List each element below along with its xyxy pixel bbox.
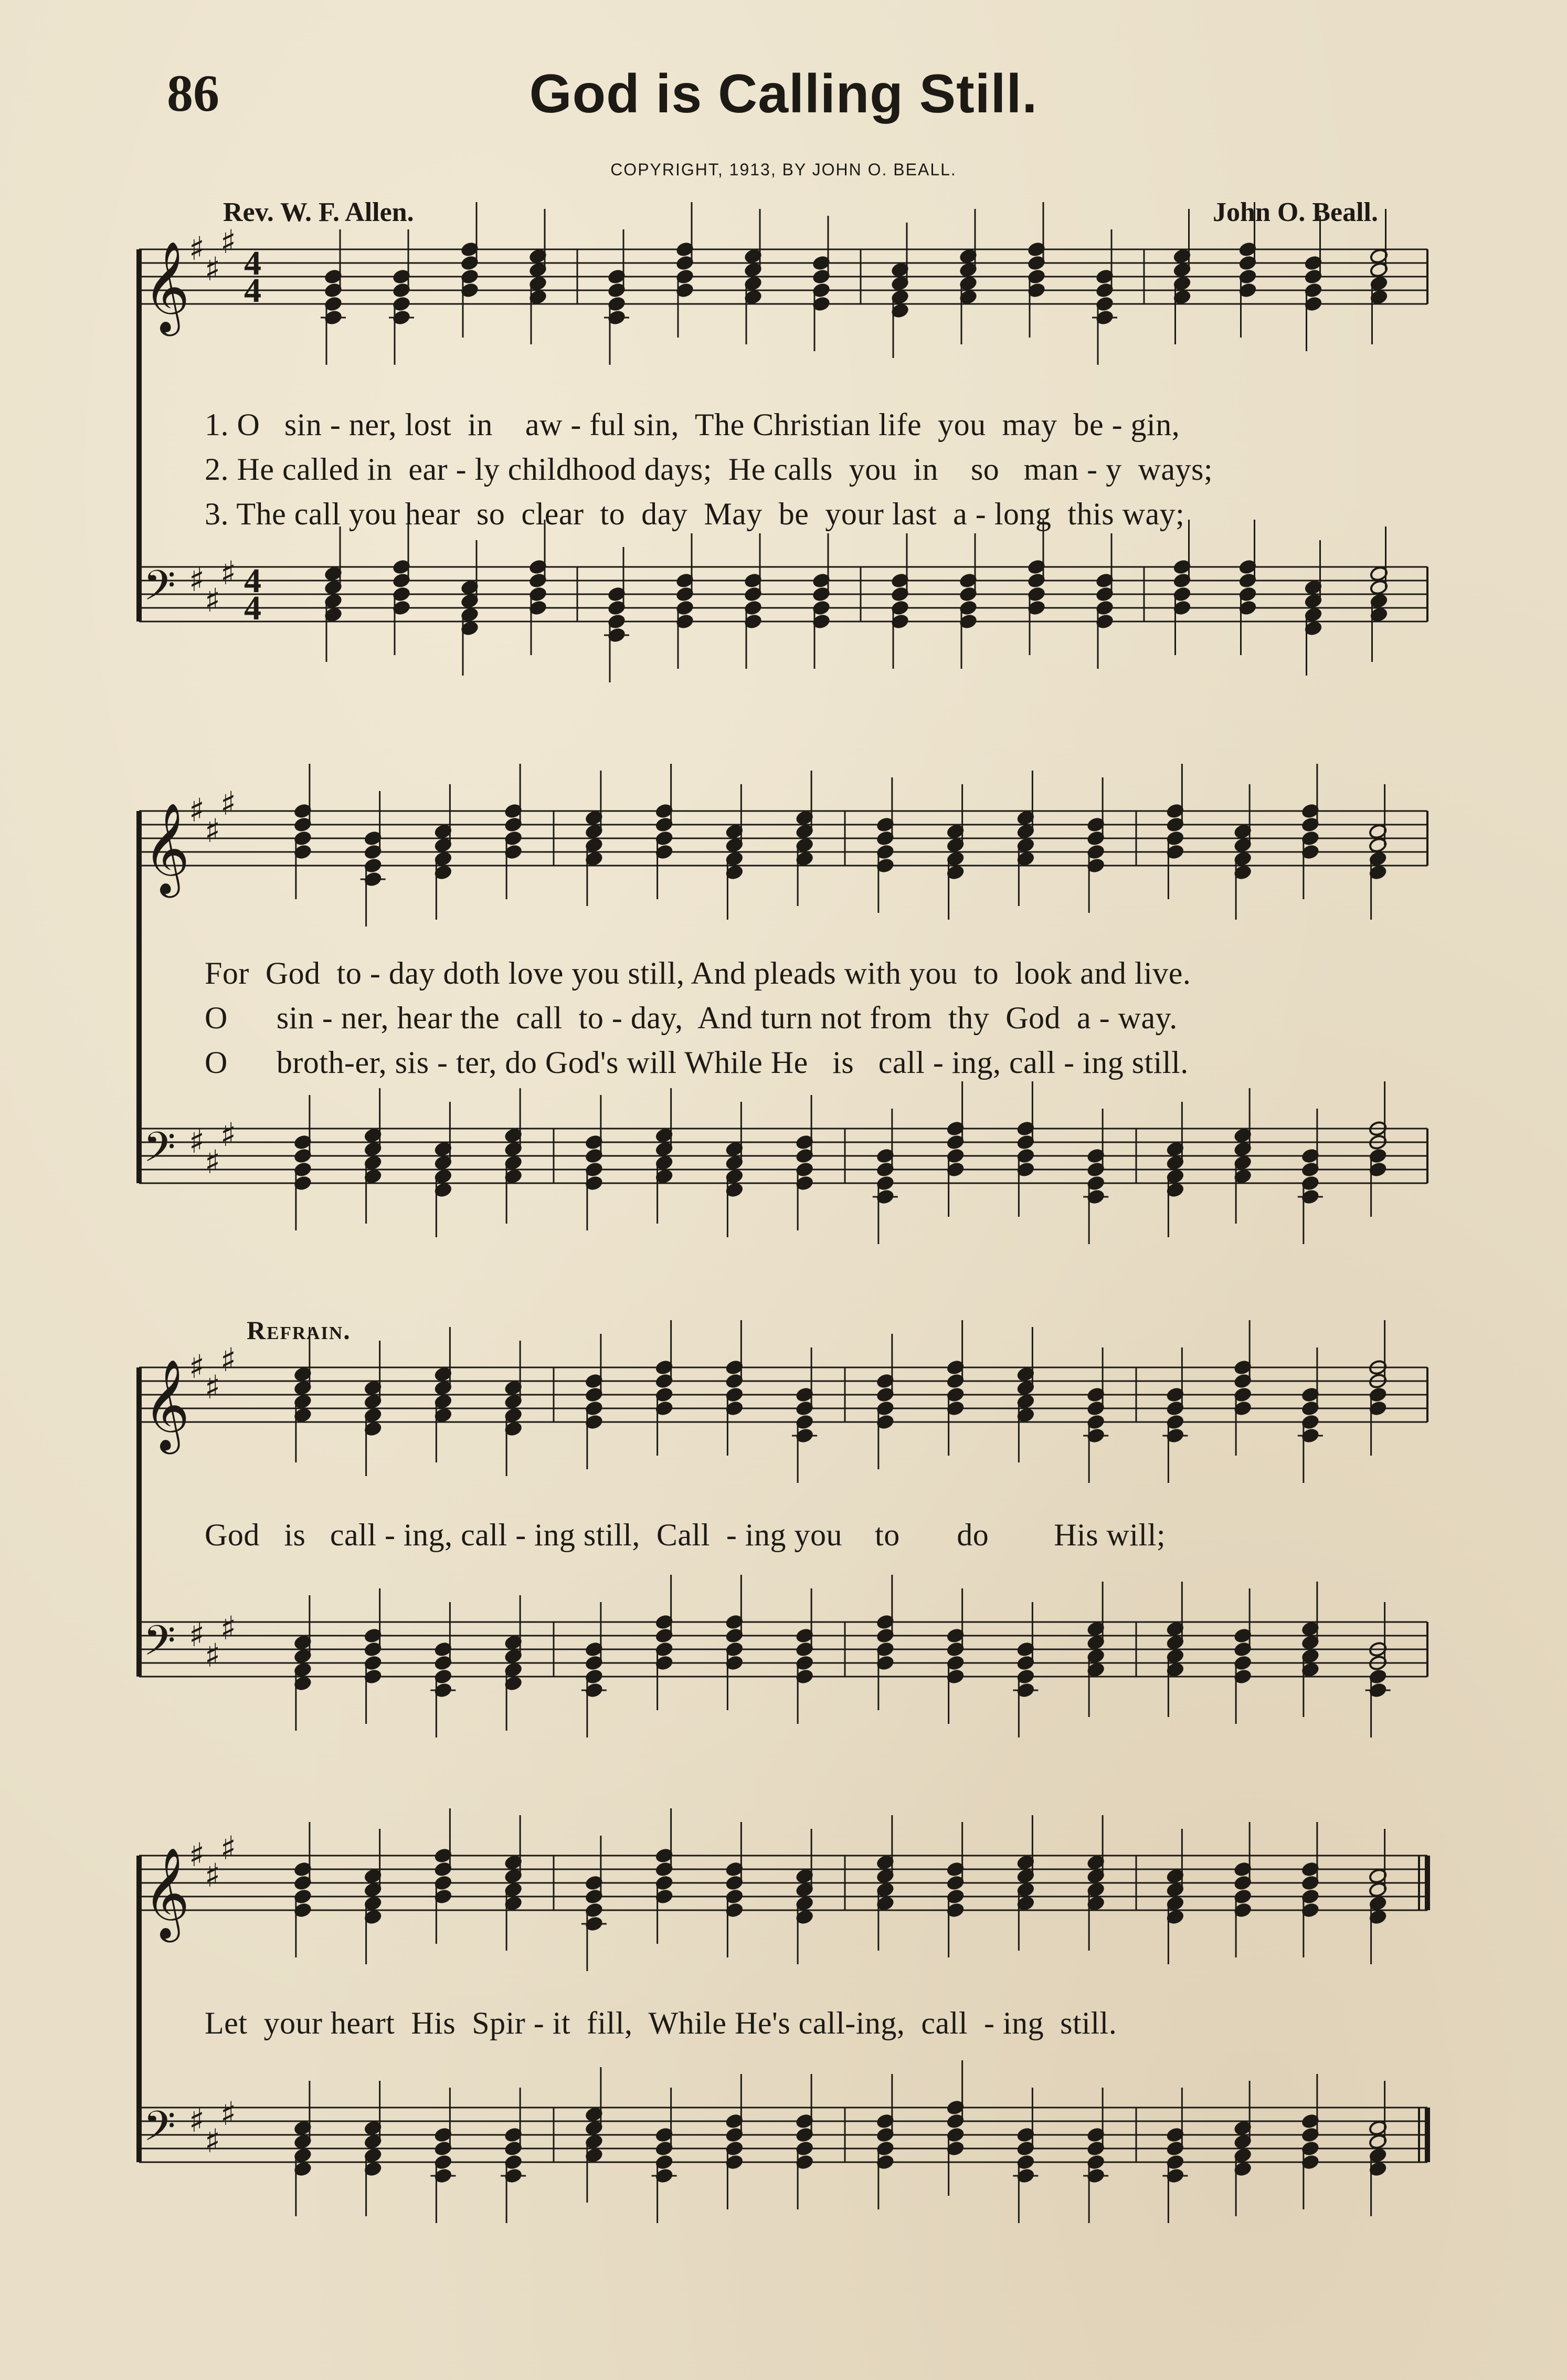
hymn-title: God is Calling Still.	[529, 64, 1038, 124]
sharp-icon: ♯	[205, 1368, 221, 1406]
bass-clef-icon: 𝄢	[143, 1616, 176, 1675]
treble-clef-icon: 𝄞	[143, 241, 190, 332]
sharp-icon: ♯	[189, 1347, 205, 1386]
lyric-verse-2-line-a: 2. He called in ear - ly childhood days; He calls you in so man - y ways;	[205, 452, 1213, 487]
lyricist-credit: Rev. W. F. Allen.	[223, 197, 414, 227]
lyric-verse-2-line-b: O sin - ner, hear the call to - day, And turn not from thy God a - way.	[205, 1001, 1178, 1035]
time-signature-bottom: 4	[244, 589, 261, 627]
composer-credit: John O. Beall.	[1213, 197, 1378, 227]
lyric-refrain-line-a: God is call - ing, call - ing still, Call - ing you to do His will;	[205, 1518, 1166, 1552]
sharp-icon: ♯	[189, 1836, 205, 1874]
sharp-icon: ♯	[205, 2122, 221, 2160]
treble-clef-icon: 𝄞	[143, 803, 190, 894]
lyric-verse-1-line-b: For God to - day doth love you still, And pleads with you to look and live.	[205, 956, 1191, 991]
sharp-icon: ♯	[189, 561, 205, 599]
sharp-icon: ♯	[205, 250, 221, 288]
page-number: 86	[167, 64, 219, 122]
lyric-verse-1-line-a: 1. O sin - ner, lost in aw - ful sin, The Christian life you may be - gin,	[205, 407, 1180, 442]
sharp-icon: ♯	[220, 1609, 237, 1647]
sharp-icon: ♯	[220, 1341, 237, 1379]
time-signature-top: 4	[244, 244, 261, 282]
treble-clef-icon: 𝄞	[143, 1359, 190, 1450]
sharp-icon: ♯	[220, 223, 237, 261]
copyright-notice: COPYRIGHT, 1913, BY JOHN O. BEALL.	[610, 160, 957, 179]
treble-clef-icon: 𝄞	[143, 1847, 190, 1939]
sharp-icon: ♯	[189, 2101, 205, 2140]
time-signature-top: 4	[244, 562, 261, 600]
sharp-icon: ♯	[189, 1616, 205, 1654]
sharp-icon: ♯	[205, 581, 221, 619]
lyric-verse-3-line-a: 3. The call you hear so clear to day May be your last a - long this way;	[205, 497, 1185, 531]
sharp-icon: ♯	[205, 1636, 221, 1675]
refrain-label: Refrain.	[247, 1315, 351, 1345]
sharp-icon: ♯	[189, 1122, 205, 1161]
time-signature-bottom: 4	[244, 271, 261, 310]
sharp-icon: ♯	[205, 812, 221, 850]
lyric-verse-3-line-b: O broth-er, sis - ter, do God's will While He is call - ing, call - ing still.	[205, 1045, 1189, 1080]
sharp-icon: ♯	[220, 784, 237, 823]
bass-clef-icon: 𝄢	[143, 2102, 176, 2161]
bass-clef-icon: 𝄢	[143, 561, 176, 620]
lyric-refrain-line-b: Let your heart His Spir - it fill, While He's call-ing, call - ing still.	[205, 2006, 1117, 2040]
sharp-icon: ♯	[205, 1143, 221, 1181]
sharp-icon: ♯	[189, 791, 205, 829]
sharp-icon: ♯	[205, 1856, 221, 1894]
sharp-icon: ♯	[220, 1115, 237, 1154]
sharp-icon: ♯	[189, 229, 205, 268]
bass-clef-icon: 𝄢	[143, 1123, 176, 1182]
sharp-icon: ♯	[220, 2094, 237, 2133]
sharp-icon: ♯	[220, 1829, 237, 1867]
sharp-icon: ♯	[220, 554, 237, 592]
